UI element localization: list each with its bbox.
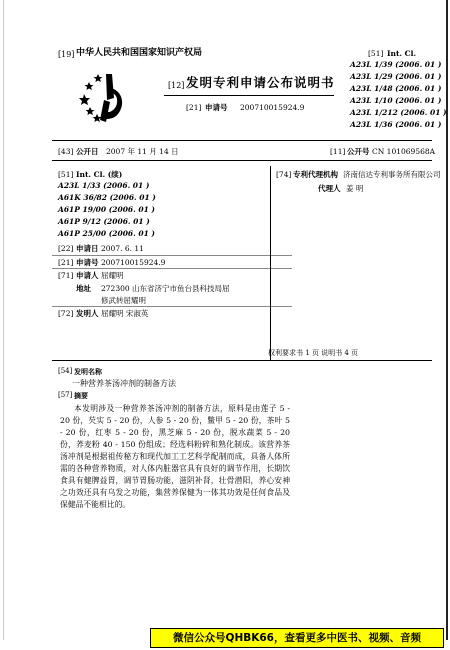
app-no-label: 申请号 bbox=[205, 103, 228, 112]
divider bbox=[52, 268, 292, 269]
intcl-item: A23L 1/36 (2006. 01 ) bbox=[350, 120, 442, 129]
inventor-code: [72] bbox=[58, 309, 74, 318]
pub-no-label: 公开号 bbox=[347, 147, 370, 156]
divider bbox=[52, 255, 292, 256]
abstract-body bbox=[60, 403, 290, 511]
intcl-list bbox=[350, 60, 447, 132]
agency-name: 济南信达专利事务所有限公司 bbox=[343, 170, 441, 179]
title-underline bbox=[164, 95, 334, 96]
appno-value: 200710015924.9 bbox=[101, 258, 166, 267]
app-no-code: [21] bbox=[186, 103, 202, 112]
intcl-item: A23L 1/10 (2006. 01 ) bbox=[350, 96, 442, 105]
cl-item: A61P 25/00 (2006. 01 ) bbox=[58, 229, 155, 238]
column-divider bbox=[270, 166, 271, 360]
cl-item: A61P 19/00 (2006. 01 ) bbox=[58, 205, 155, 214]
doc-type-code: [12] bbox=[168, 81, 185, 90]
pubrow-rule bbox=[52, 160, 432, 161]
intcl-code: [51] bbox=[368, 49, 384, 58]
abstract-text: 本发明涉及一种营养茶汤冲剂的制备方法，原料是由莲子 5 - 20 份，芡实 5 - 20 份，人参 5 - 20 份，鳖甲 5 - 20 份，茶叶 5 - 20 份，红枣 5 - 20 份，黑芝麻 5 - 20 份，脱水蔬菜 5 - 20 份，荞麦粉 40 - 150 份组成；经选料粉碎和熟化制成。该营养茶汤冲剂是根据祖传秘方和现代加工工艺科学配制而成，具备人体所需的各种营养物质，对人体内脏器官具有良好的调节作用，长期饮食具有健脾益胃，调节胃肠功能，滋阴补肾，壮骨潜阳，养心安神之功效还具有乌发之功能，集营养保健为一体其功效是任何食品及保健品不能相比的。 bbox=[60, 404, 290, 509]
agent-label: 代理人 bbox=[318, 184, 341, 193]
filing-code: [22] bbox=[58, 244, 74, 253]
abstract-label: 摘要 bbox=[74, 391, 88, 400]
doc-type-title: 发明专利申请公布说明书 bbox=[186, 75, 335, 90]
intcl-item: A23L 1/212 (2006. 01 ) bbox=[350, 108, 447, 117]
title-code: [54] bbox=[58, 367, 73, 375]
scan-edge-left bbox=[3, 0, 4, 640]
title-label: 发明名称 bbox=[74, 367, 102, 376]
address-line-2: 修武转屈耀明 bbox=[101, 296, 146, 305]
pub-date-code: [43] bbox=[58, 147, 74, 156]
cl-item: A61P 9/12 (2006. 01 ) bbox=[58, 217, 150, 226]
cl-item: A23L 1/33 (2006. 01 ) bbox=[58, 181, 150, 190]
office-code: [19] bbox=[58, 50, 75, 59]
pub-no-value: CN 101069568A bbox=[372, 147, 436, 156]
address-label: 地址 bbox=[76, 284, 91, 293]
agency-label: 专利代理机构 bbox=[293, 170, 338, 179]
cl-list bbox=[58, 181, 156, 241]
divider bbox=[52, 306, 292, 307]
inventor-label: 发明人 bbox=[76, 309, 99, 318]
wechat-banner: 微信公众号QHBK66，查看更多中医书、视频、音频 bbox=[150, 628, 444, 648]
applicant-label: 申请人 bbox=[76, 271, 99, 280]
abstract-code: [57] bbox=[58, 391, 73, 399]
address-line-1: 272300 山东省济宁市鱼台县科技局屈 bbox=[101, 284, 230, 293]
pub-no-code: [11] bbox=[330, 147, 346, 156]
appno-label: 申请号 bbox=[76, 258, 99, 267]
intcl-item: A23L 1/39 (2006. 01 ) bbox=[350, 60, 442, 69]
applicant-code: [71] bbox=[58, 271, 74, 280]
pages-note: 权利要求书 1 页 说明书 4 页 bbox=[268, 349, 359, 357]
filing-date: 2007. 6. 11 bbox=[101, 244, 144, 253]
agency-code: [74] bbox=[276, 170, 292, 179]
app-no-value: 200710015924.9 bbox=[240, 103, 305, 112]
appno-code: [21] bbox=[58, 258, 74, 267]
abstract-rule bbox=[52, 360, 432, 361]
cl-label: Int. Cl. (续) bbox=[76, 170, 123, 179]
intcl-item: A23L 1/48 (2006. 01 ) bbox=[350, 84, 442, 93]
cl-item: A61K 36/82 (2006. 01 ) bbox=[58, 193, 156, 202]
inventor-names: 屈耀明 宋淑英 bbox=[101, 309, 149, 318]
agent-name: 姜 明 bbox=[346, 184, 364, 193]
office-name: 中华人民共和国国家知识产权局 bbox=[76, 48, 203, 58]
pub-date-label: 公开日 bbox=[76, 147, 99, 156]
filing-label: 申请日 bbox=[76, 244, 99, 253]
applicant-name: 屈耀明 bbox=[101, 271, 124, 280]
sipo-emblem-icon bbox=[76, 70, 131, 125]
top-rule bbox=[52, 140, 432, 141]
cl-code: [51] bbox=[58, 170, 74, 179]
intcl-item: A23L 1/29 (2006. 01 ) bbox=[350, 72, 442, 81]
invention-title: 一种营养茶汤冲剂的制备方法 bbox=[72, 379, 176, 388]
pub-date-value: 2007 年 11 月 14 日 bbox=[106, 147, 179, 156]
intcl-label: Int. Cl. bbox=[387, 49, 417, 58]
